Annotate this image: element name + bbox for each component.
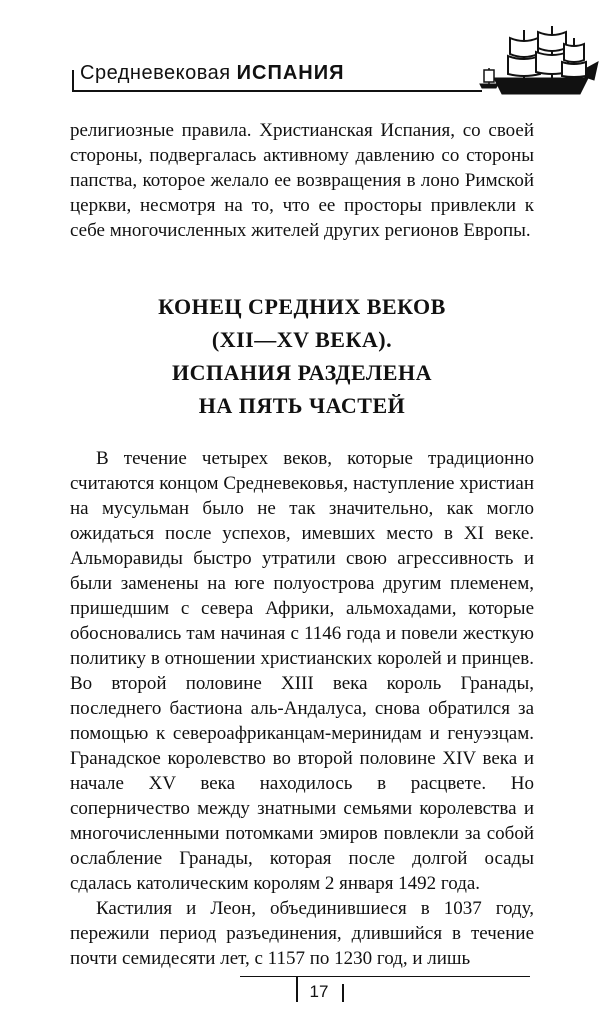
chapter-title-line-4: НА ПЯТЬ ЧАСТЕЙ: [198, 393, 406, 418]
header-rule-vertical: [72, 70, 74, 92]
intro-text: [70, 118, 534, 243]
paragraph: Кастилия и Леон, объединившиеся в 1037 году, пережили период разъединения, длившийся в течение почти семидесяти лет, с 1157 по 1230 год, и лишь: [70, 898, 534, 969]
paragraph: В течение четырех веков, которые традиционно считаются концом Средневековья, наступление христиан на мусульман было не так значительно, как могло ожидаться после успехов, имевших место в XI веке. Альморавиды быстро утратили свою агрессивность и были заменены на юге полуострова другим племенем, пришедшим с севера Африки, альмохадами, которые обосновались там начиная с 1146 года и повели жесткую политику в отношении христианских королей и принцев. Во второй половине XIII века король Гранады, последнего бастиона аль-Андалуса, снова обратился за помощью к североафриканцам-меринидам и генуэзцам. Гранадское королевство во второй половине XIV века и начале XV века находилось в расцвете. Но соперничество между знатными семьями королевства и многочисленными потомками эмиров повлекли за собой ослабление Гранады, которая после долгой осады сдалась католическим королям 2 января 1492 года.: [70, 448, 534, 894]
page-number: 17: [309, 982, 329, 1001]
running-title-right: ИСПАНИЯ: [236, 62, 345, 84]
running-title-left: Средневековая: [80, 62, 231, 84]
intro-paragraph: религиозные правила. Христианская Испания, со своей стороны, подвергалась активному давлению со стороны папства, которое желало ее возвращения в лоно Римской церкви, несмотря на то, что ее просторы привлекли к себе многочисленных жителей других регионов Европы.: [70, 120, 534, 241]
chapter-title-line-3: ИСПАНИЯ РАЗДЕЛЕНА: [172, 360, 432, 385]
chapter-title: [70, 290, 534, 422]
page-footer: [240, 970, 530, 1010]
chapter-title-line-1: КОНЕЦ СРЕДНИХ ВЕКОВ: [158, 294, 446, 319]
chapter-title-line-2: (XII—XV ВЕКА).: [211, 327, 393, 352]
main-text: [70, 446, 534, 971]
footer-rule: [240, 976, 530, 977]
running-header: [72, 56, 592, 106]
header-rule: [72, 90, 482, 92]
footer-tick-right: [342, 984, 344, 1002]
running-title: [80, 62, 344, 85]
ship-icon: [476, 24, 600, 102]
